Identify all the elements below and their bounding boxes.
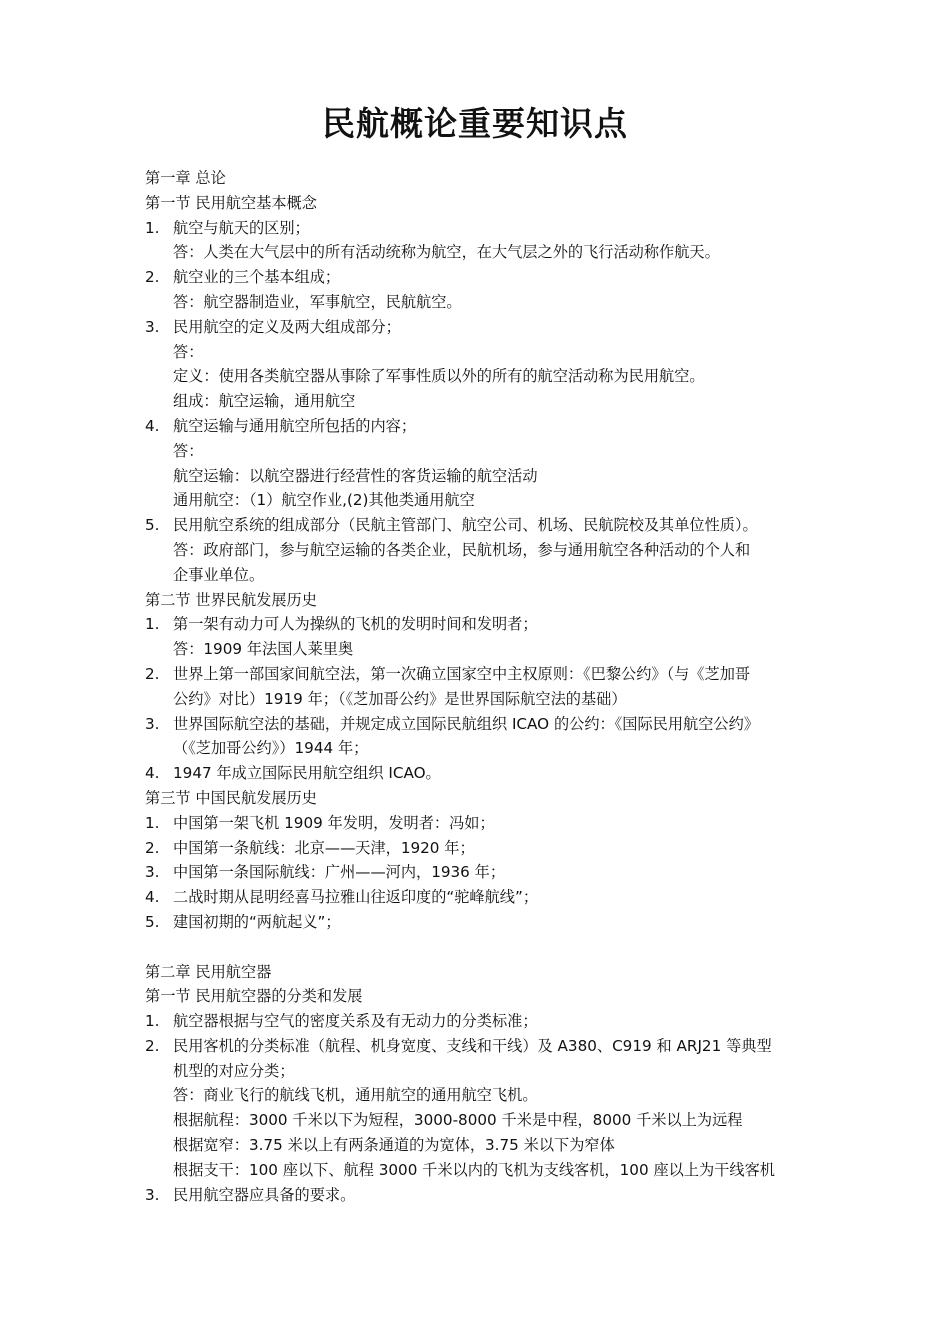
document-body — [145, 166, 810, 1207]
item-number: 2. — [145, 1036, 160, 1055]
item-number: 4. — [145, 416, 160, 435]
answer-line: 根据航程：3000 千米以下为短程，3000-8000 千米是中程，8000 千米以上为远程 — [173, 1111, 743, 1130]
item-text: 民用航空器应具备的要求。 — [173, 1185, 356, 1204]
item-text: 航空运输与通用航空所包括的内容； — [173, 416, 416, 435]
answer-line: 定义：使用各类航空器从事除了军事性质以外的所有的航空活动称为民用航空。 — [173, 367, 705, 386]
item-text: 民用航空系统的组成部分（民航主管部门、航空公司、机场、民航院校及其单位性质）。 — [173, 516, 758, 535]
continuation-line: 公约》对比）1919 年；（《芝加哥公约》是世界国际航空法的基础） — [173, 689, 627, 708]
list-item — [145, 1034, 810, 1059]
list-item — [145, 612, 810, 637]
section-heading: 第三节 中国民航发展历史 — [145, 788, 317, 807]
answer-line: 答： — [173, 441, 204, 460]
item-text: 航空与航天的区别； — [173, 218, 310, 237]
item-number: 4. — [145, 888, 160, 907]
section-heading: 第一节 民用航空基本概念 — [145, 193, 317, 212]
list-item — [145, 761, 810, 786]
list-item — [145, 712, 810, 737]
item-text: 二战时期从昆明经喜马拉雅山往返印度的“驼峰航线”； — [173, 888, 539, 907]
answer-line: 航空运输：以航空器进行经营性的客货运输的航空活动 — [173, 466, 538, 485]
answer-line: 答：人类在大气层中的所有活动统称为航空，在大气层之外的飞行活动称作航天。 — [173, 243, 720, 262]
item-number: 4. — [145, 764, 160, 783]
item-text: 1947 年成立国际民用航空组织 ICAO。 — [173, 764, 441, 783]
item-text: 建国初期的“两航起义”； — [173, 912, 341, 931]
item-number: 3. — [145, 863, 160, 882]
answer-line: 答：1909 年法国人莱里奥 — [173, 640, 354, 659]
list-item — [145, 414, 810, 439]
answer-line: 企事业单位。 — [173, 565, 265, 584]
item-text: 民用客机的分类标准（航程、机身宽度、支线和干线）及 A380、C919 和 ARJ21 等典型 — [173, 1036, 772, 1055]
list-item — [145, 910, 810, 935]
continuation-line: （《芝加哥公约》）1944 年； — [173, 739, 369, 758]
answer-line: 通用航空：（1）航空作业,(2)其他类通用航空 — [173, 491, 475, 510]
item-number: 1. — [145, 615, 160, 634]
answer-line: 答：政府部门，参与航空运输的各类企业，民航机场，参与通用航空各种活动的个人和 — [173, 540, 751, 559]
list-item — [145, 1009, 810, 1034]
continuation-line: 机型的对应分类； — [173, 1061, 295, 1080]
item-text: 中国第一条国际航线：广州——河内，1936 年； — [173, 863, 506, 882]
item-text: 世界国际航空法的基础，并规定成立国际民航组织 ICAO 的公约：《国际民用航空公约》 — [173, 714, 759, 733]
item-number: 3. — [145, 714, 160, 733]
item-text: 民用航空的定义及两大组成部分； — [173, 317, 401, 336]
answer-line: 根据宽窄：3.75 米以上有两条通道的为宽体，3.75 米以下为窄体 — [173, 1136, 615, 1155]
answer-line: 根据支干：100 座以下、航程 3000 千米以内的飞机为支线客机，100 座以上为干线客机 — [173, 1160, 775, 1179]
item-number: 3. — [145, 1185, 160, 1204]
item-text: 中国第一条航线：北京——天津，1920 年； — [173, 838, 475, 857]
list-item — [145, 885, 810, 910]
list-item — [145, 1183, 810, 1208]
document-title: 民航概论重要知识点 — [322, 104, 628, 143]
list-item — [145, 811, 810, 836]
item-text: 中国第一架飞机 1909 年发明，发明者：冯如； — [173, 813, 495, 832]
list-item — [145, 662, 810, 687]
answer-line: 答：商业飞行的航线飞机，通用航空的通用航空飞机。 — [173, 1086, 538, 1105]
item-text: 第一架有动力可人为操纵的飞机的发明时间和发明者； — [173, 615, 538, 634]
list-item — [145, 860, 810, 885]
item-text: 航空业的三个基本组成； — [173, 268, 341, 287]
chapter-heading: 第一章 总论 — [145, 169, 226, 187]
item-number: 5. — [145, 912, 160, 931]
answer-line: 组成：航空运输，通用航空 — [173, 392, 356, 411]
item-number: 5. — [145, 516, 160, 535]
list-item — [145, 513, 810, 538]
list-item — [145, 315, 810, 340]
item-number: 2. — [145, 268, 160, 287]
item-number: 1. — [145, 218, 160, 237]
list-item — [145, 216, 810, 241]
list-item — [145, 836, 810, 861]
chapter-heading: 第二章 民用航空器 — [145, 962, 272, 981]
item-text: 航空器根据与空气的密度关系及有无动力的分类标准； — [173, 1012, 538, 1031]
item-number: 3. — [145, 317, 160, 336]
answer-line: 答：航空器制造业，军事航空，民航航空。 — [173, 292, 462, 311]
list-item — [145, 265, 810, 290]
item-text: 世界上第一部国家间航空法，第一次确立国家空中主权原则：《巴黎公约》（与《芝加哥 — [173, 664, 751, 683]
answer-line: 答： — [173, 342, 204, 361]
section-heading: 第一节 民用航空器的分类和发展 — [145, 987, 363, 1006]
blank-line — [145, 935, 810, 960]
item-number: 2. — [145, 664, 160, 683]
item-number: 1. — [145, 813, 160, 832]
section-heading: 第二节 世界民航发展历史 — [145, 590, 317, 609]
item-number: 2. — [145, 838, 160, 857]
item-number: 1. — [145, 1012, 160, 1031]
